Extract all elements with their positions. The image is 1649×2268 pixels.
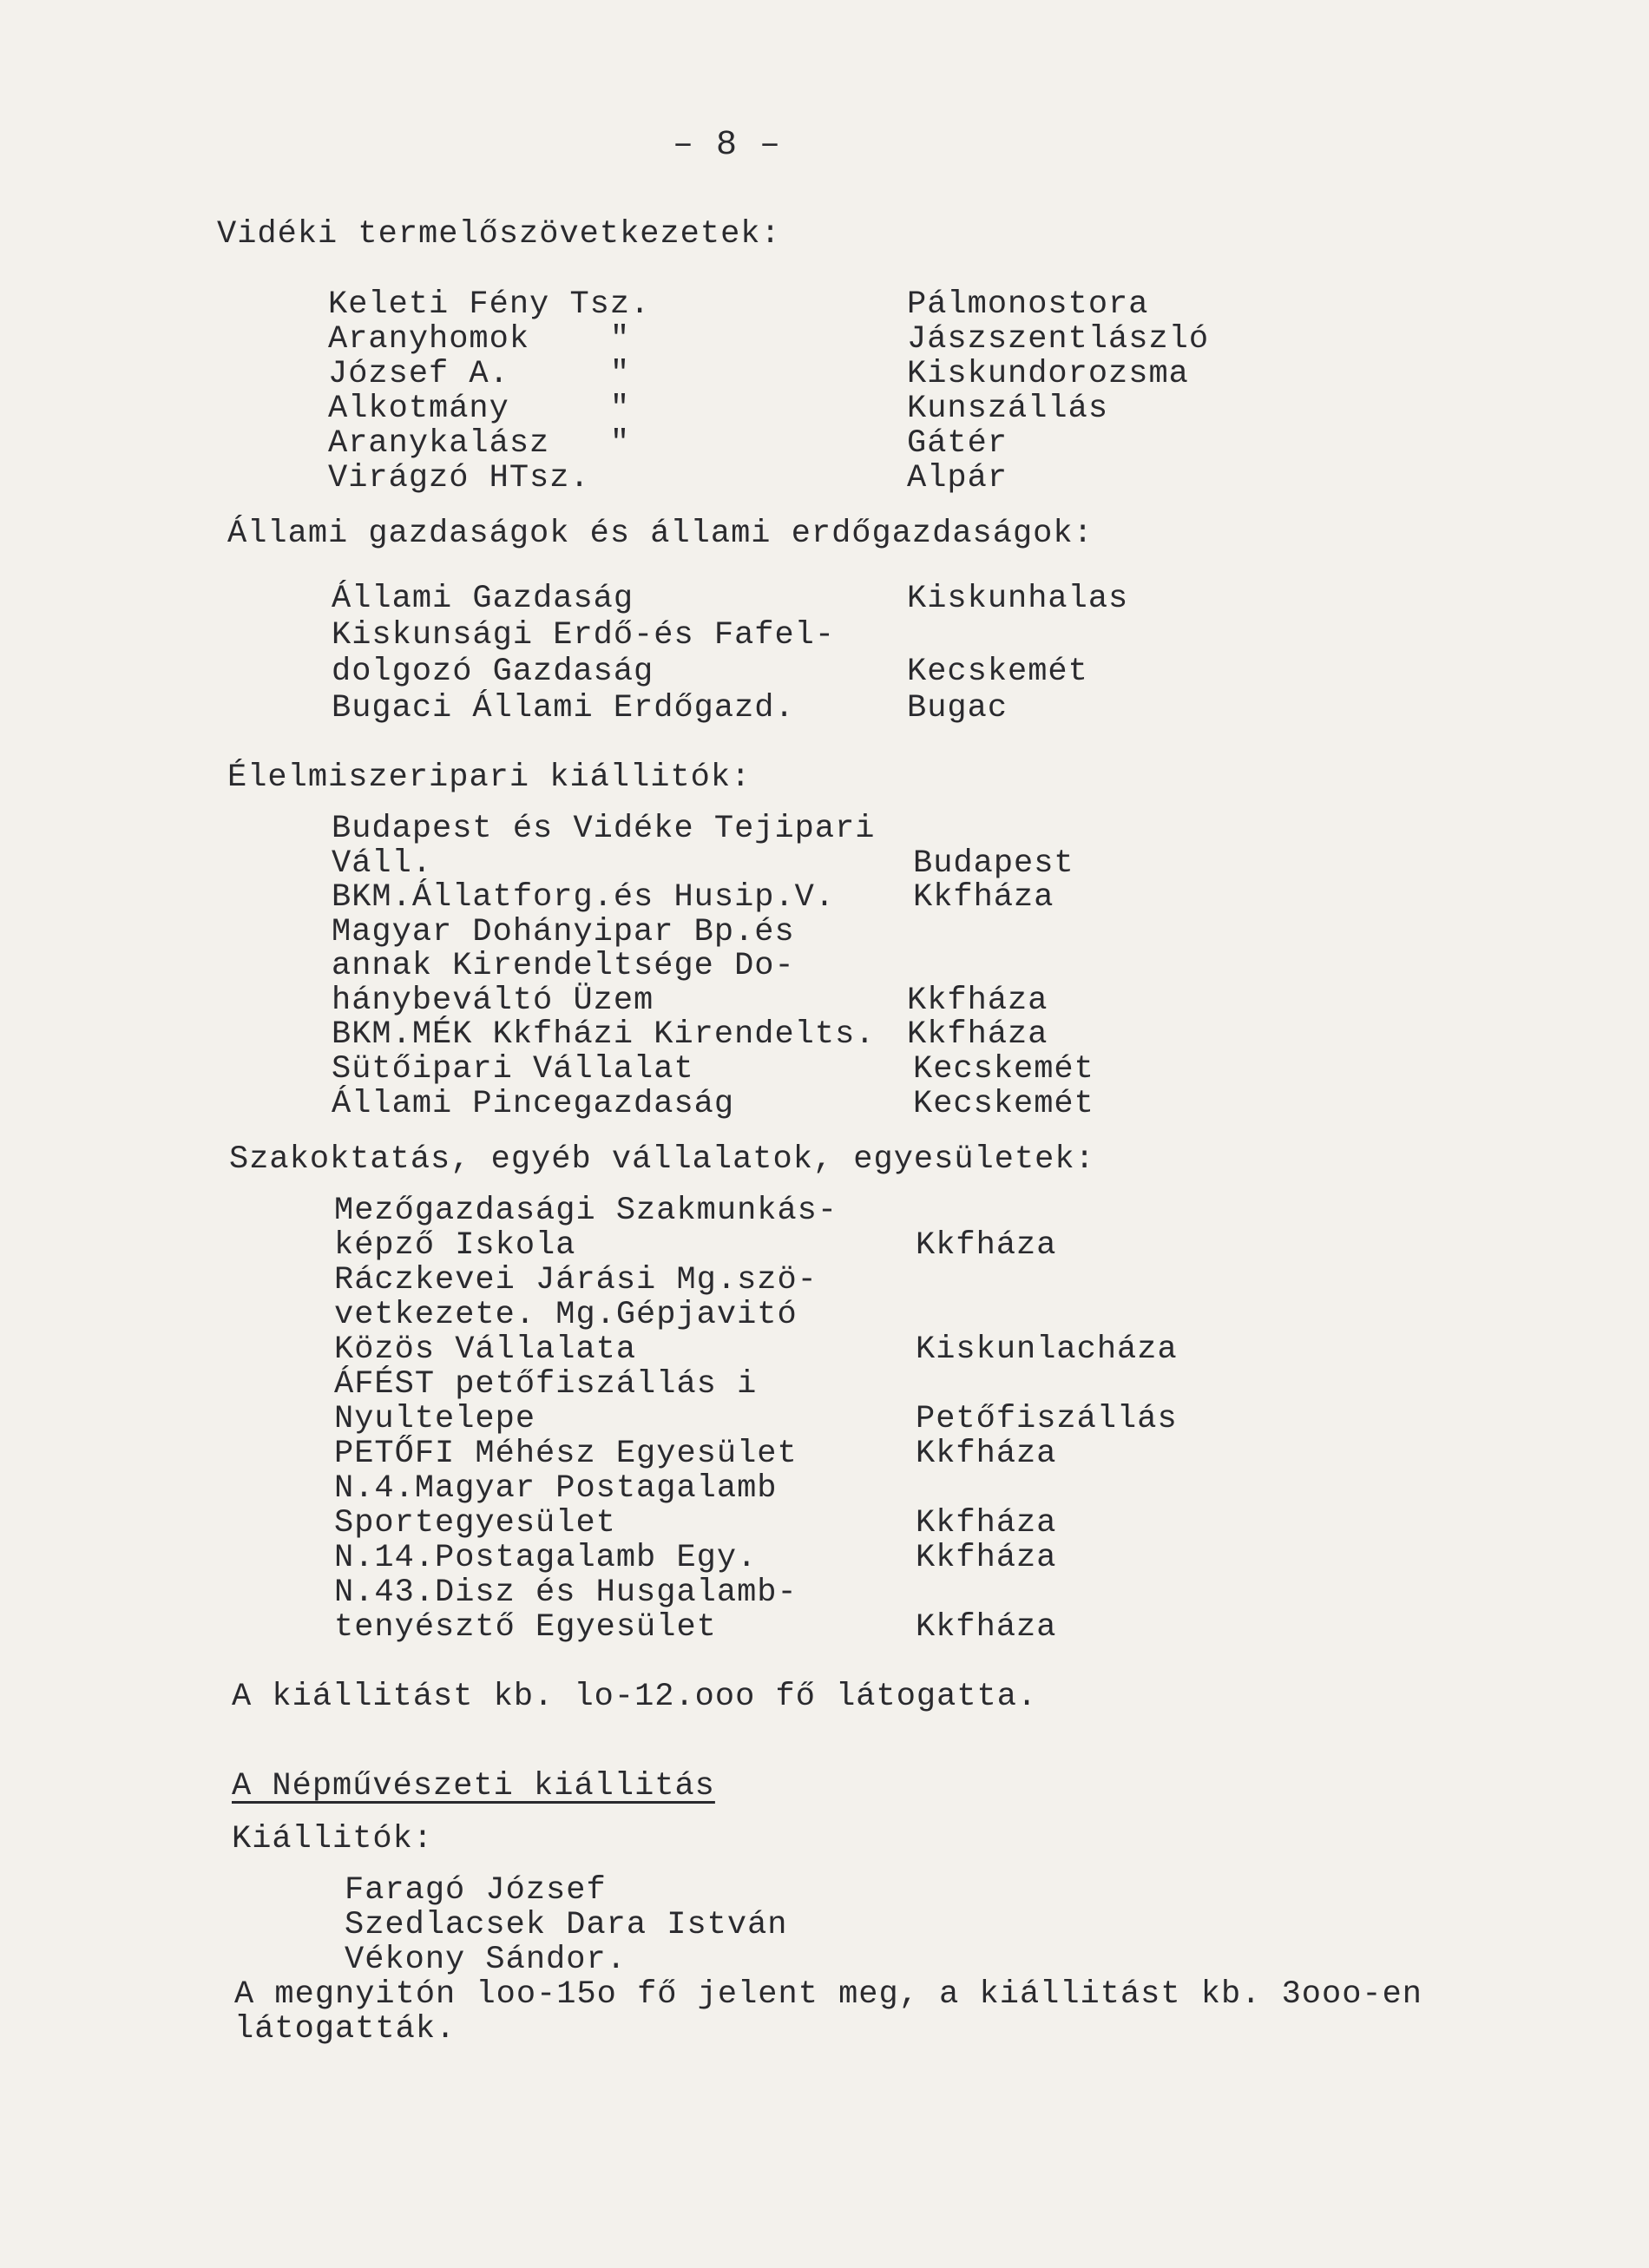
list-item-name: BKM.Állatforg.és Husip.V. <box>332 879 836 916</box>
list-item-place: Kunszállás <box>907 391 1109 427</box>
list-item-name: tenyésztő Egyesület <box>334 1609 717 1646</box>
heading-szakoktatas: Szakoktatás, egyéb vállalatok, egyesületek: <box>229 1141 1095 1178</box>
closing-line-2: látogatták. <box>234 2011 457 2048</box>
heading-elelmiszer: Élelmiszeripari kiállitók: <box>227 759 752 796</box>
list-item-name: dolgozó Gazdaság <box>332 654 654 690</box>
list-item-place: Jászszentlászló <box>907 321 1210 358</box>
list-item-name: Magyar Dohányipar Bp.és <box>332 914 795 950</box>
heading-videki: Vidéki termelőszövetkezetek: <box>217 216 781 253</box>
list-item-place: Gátér <box>907 425 1008 462</box>
list-item-place: Budapest <box>913 845 1074 882</box>
list-item-name: Váll. <box>332 845 433 882</box>
list-item-name: Mezőgazdasági Szakmunkás- <box>334 1193 838 1229</box>
list-item-name: hánybeváltó Üzem <box>332 983 654 1019</box>
list-item-name: vetkezete. Mg.Gépjavitó <box>334 1297 798 1333</box>
list-item-name: Virágzó HTsz. <box>328 460 590 496</box>
list-item-place: Bugac <box>907 690 1008 726</box>
list-item-name: Aranykalász " <box>328 425 631 462</box>
list-item-place: Pálmonostora <box>907 286 1149 323</box>
list-item-place: Kkfháza <box>907 983 1048 1019</box>
list-item: Szedlacsek Dara István <box>345 1907 788 1943</box>
list-item-name: Aranyhomok " <box>328 321 631 358</box>
list-item-name: N.14.Postagalamb Egy. <box>334 1540 758 1576</box>
list-item-name: képző Iskola <box>334 1227 576 1264</box>
list-item-place: Kecskemét <box>913 1051 1094 1088</box>
list-item-name: Kiskunsági Erdő-és Fafel- <box>332 617 836 654</box>
visitors-line: A kiállitást kb. lo-12.ooo fő látogatta. <box>232 1679 1038 1715</box>
list-item-name: Állami Pincegazdaság <box>332 1086 735 1122</box>
list-item-name: Budapest és Vidéke Tejipari <box>332 811 876 847</box>
list-item: Faragó József <box>345 1872 607 1909</box>
list-item-place: Kiskunhalas <box>907 581 1129 617</box>
list-item-name: Sportegyesület <box>334 1505 616 1542</box>
list-item-place: Petőfiszállás <box>916 1401 1178 1437</box>
list-item-name: Ráczkevei Járási Mg.szö- <box>334 1262 818 1298</box>
list-item-name: Bugaci Állami Erdőgazd. <box>332 690 795 726</box>
list-item-place: Kkfháza <box>916 1540 1057 1576</box>
list-item-place: Kkfháza <box>913 879 1054 916</box>
list-item-name: Sütőipari Vállalat <box>332 1051 694 1088</box>
page-number: – 8 – <box>673 126 782 165</box>
list-item-name: N.43.Disz és Husgalamb- <box>334 1574 798 1611</box>
list-item-place: Kkfháza <box>916 1436 1057 1472</box>
exhibitors-label: Kiállitók: <box>232 1821 434 1857</box>
list-item-name: N.4.Magyar Postagalamb <box>334 1470 778 1507</box>
list-item-name: annak Kirendeltsége Do- <box>332 948 795 984</box>
list-item-name: Közös Vállalata <box>334 1331 637 1368</box>
list-item-name: Nyultelepe <box>334 1401 536 1437</box>
list-item-name: BKM.MÉK Kkfházi Kirendelts. <box>332 1016 876 1053</box>
list-item-place: Alpár <box>907 460 1008 496</box>
list-item-place: Kkfháza <box>916 1609 1057 1646</box>
list-item-name: ÁFÉST petőfiszállás i <box>334 1366 758 1403</box>
list-item-place: Kkfháza <box>916 1227 1057 1264</box>
list-item-place: Kiskundorozsma <box>907 356 1189 392</box>
closing-line-1: A megnyitón loo-15o fő jelent meg, a kiállitást kb. 3ooo-en <box>234 1976 1423 2013</box>
list-item-name: PETŐFI Méhész Egyesület <box>334 1436 798 1472</box>
list-item-name: Állami Gazdaság <box>332 581 634 617</box>
list-item-place: Kkfháza <box>907 1016 1048 1053</box>
list-item-place: Kkfháza <box>916 1505 1057 1542</box>
heading-allami: Állami gazdaságok és állami erdőgazdaságok: <box>227 516 1094 552</box>
list-item-place: Kecskemét <box>913 1086 1094 1122</box>
list-item: Vékony Sándor. <box>345 1942 627 1978</box>
list-item-name: József A. " <box>328 356 631 392</box>
list-item-name: Keleti Fény Tsz. <box>328 286 651 323</box>
list-item-place: Kiskunlacháza <box>916 1331 1178 1368</box>
list-item-place: Kecskemét <box>907 654 1088 690</box>
list-item-name: Alkotmány " <box>328 391 631 427</box>
section-title-nepmuveszeti: A Népművészeti kiállitás <box>232 1768 715 1805</box>
